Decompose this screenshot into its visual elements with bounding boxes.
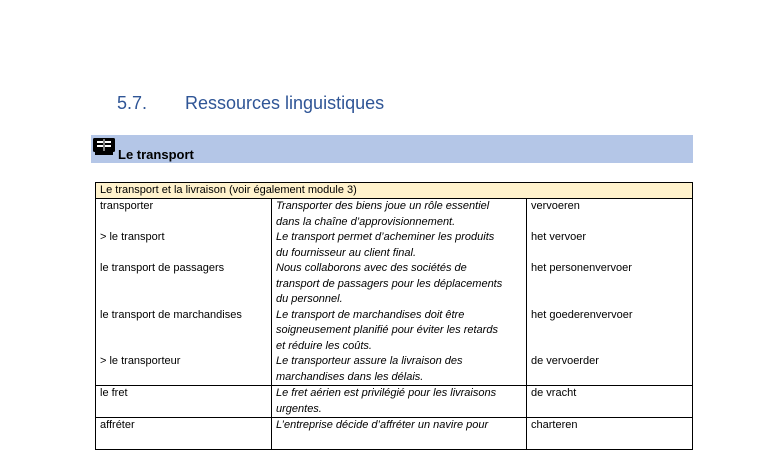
example-line: Nous collaborons avec des sociétés de — [276, 262, 467, 274]
translation: de vracht — [531, 387, 577, 399]
example-cell — [272, 418, 527, 450]
term: le transport de marchandises — [100, 308, 242, 321]
topic-banner — [91, 135, 693, 163]
example — [276, 230, 522, 261]
term: > le transporteur — [100, 355, 181, 367]
term: > le transport — [100, 231, 165, 243]
example-line: L’entreprise décide d’affréter un navire pour — [276, 419, 489, 431]
example-line: urgentes. — [276, 402, 322, 415]
term-cell — [96, 418, 272, 450]
translation: charteren — [531, 419, 578, 431]
banner-title: Le transport — [118, 147, 194, 162]
vocabulary-table — [95, 182, 693, 450]
table-header: Le transport et la livraison (voir également module 3) — [96, 183, 693, 199]
example-line: Le transporteur assure la livraison des — [276, 355, 463, 367]
translation-cell — [527, 386, 693, 418]
section-title: Ressources linguistiques — [185, 93, 385, 113]
translation: het vervoer — [531, 231, 587, 243]
example-line: Transporter des biens joue un rôle essentiel — [276, 200, 490, 212]
table-header-row — [96, 183, 693, 199]
table-row — [96, 199, 693, 386]
example-line: Le transport permet d’acheminer les produits — [276, 231, 495, 243]
translation: vervoeren — [531, 200, 580, 212]
example-line: dans la chaîne d’approvisionnement. — [276, 215, 456, 228]
book-icon — [93, 138, 115, 155]
translation-cell — [527, 199, 693, 386]
translation-cell — [527, 418, 693, 450]
term: le transport de passagers — [100, 262, 225, 274]
section-number: 5.7. — [117, 93, 148, 113]
example-line: Le fret aérien est privilégié pour les livraisons — [276, 387, 497, 399]
section-heading — [117, 93, 384, 114]
term-cell — [96, 199, 272, 386]
translation: de vervoerder — [531, 355, 599, 367]
table-row — [96, 418, 693, 450]
example — [276, 308, 522, 355]
term: transporter — [100, 200, 154, 212]
term-cell — [96, 386, 272, 418]
table-row — [96, 386, 693, 418]
example-line: du personnel. — [276, 293, 343, 305]
example-cell — [272, 386, 527, 418]
example — [276, 261, 522, 308]
example-cell — [272, 199, 527, 386]
term: le fret — [100, 387, 128, 399]
term: affréter — [100, 419, 135, 431]
example-line: du fournisseur au client final. — [276, 246, 417, 259]
example — [276, 354, 522, 385]
translation: het goederenvervoer — [531, 308, 633, 321]
example-line: soigneusement planifié pour éviter les retards — [276, 324, 498, 336]
example-line: et réduire les coûts. — [276, 339, 372, 352]
example-line: marchandises dans les délais. — [276, 370, 424, 383]
example — [276, 199, 522, 230]
translation: het personenvervoer — [531, 262, 632, 274]
example-line: Le transport de marchandises doit être — [276, 308, 465, 321]
example-line: transport de passagers pour les déplacements — [276, 277, 503, 290]
